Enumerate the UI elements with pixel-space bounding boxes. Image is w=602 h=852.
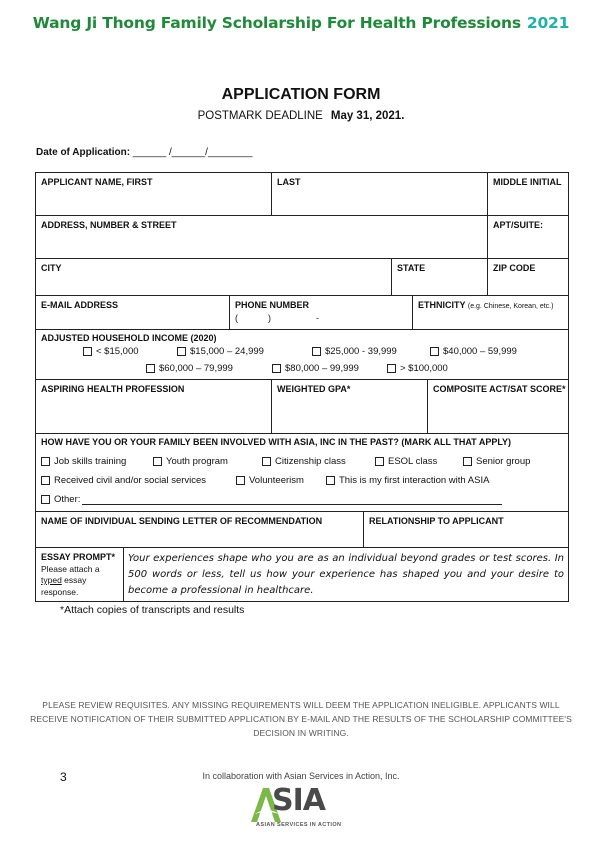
typed-underlined: typed [41, 575, 62, 585]
city-row [36, 259, 568, 296]
email-field[interactable] [36, 296, 229, 329]
income-option[interactable]: $15,000 – 24,999 [177, 346, 264, 357]
scholarship-header [0, 14, 602, 32]
income-option[interactable]: $25,000 - 39,999 [312, 346, 397, 357]
involvement-option[interactable]: ESOL class [375, 456, 437, 467]
page-number: 3 [60, 770, 67, 784]
deadline-value: May 31, 2021. [330, 110, 405, 122]
phone-format: ( ) - [235, 313, 320, 323]
income-option[interactable]: $60,000 – 79,999 [146, 363, 233, 374]
involvement-option[interactable]: Volunteerism [236, 475, 304, 486]
address-label: ADDRESS, NUMBER & STREET [41, 220, 177, 230]
involvement-label: HOW HAVE YOU OR YOUR FAMILY BEEN INVOLVED WITH ASIA, INC IN THE PAST? (MARK ALL THAT APPLY) [41, 437, 512, 447]
recommender-label: NAME OF INDIVIDUAL SENDING LETTER OF RECOMMENDATION [41, 516, 323, 526]
attach-note: *Attach copies of transcripts and results [60, 604, 245, 616]
last-name-field[interactable] [271, 173, 487, 215]
name-row [36, 173, 568, 216]
gpa-field[interactable] [271, 380, 427, 433]
income-option[interactable]: > $100,000 [387, 363, 448, 374]
date-label: Date of Application: [36, 147, 131, 158]
involvement-option[interactable]: Citizenship class [262, 456, 346, 467]
address-field[interactable] [36, 216, 487, 258]
date-blank[interactable]: ______ /______/________ [132, 147, 253, 158]
involvement-option-other[interactable]: Other: [41, 494, 80, 505]
act-sat-label: COMPOSITE ACT/SAT SCORE* [433, 384, 566, 394]
recommender-field[interactable] [36, 512, 363, 547]
essay-label: ESSAY PROMPT* [41, 552, 116, 562]
essay-prompt: Your experiences shape who you are as an individual beyond grades or test scores. In 500 words or less, tell us how your experience has shaped you and your desire to become a professional in healthcare. [128, 553, 564, 596]
contact-row [36, 296, 568, 330]
relationship-field[interactable] [363, 512, 568, 547]
checkbox[interactable] [387, 364, 396, 373]
phone-label: PHONE NUMBER [235, 300, 310, 310]
ethnicity-hint: (e.g. Chinese, Korean, etc.) [467, 303, 554, 310]
checkbox[interactable] [312, 347, 321, 356]
income-label: ADJUSTED HOUSEHOLD INCOME (2020) [41, 333, 217, 343]
disclaimer: PLEASE REVIEW REQUISITES. ANY MISSING REQUIREMENTS WILL DEEM THE APPLICATION INELIGIBLE. APPLICANTS WILL RECEIVE NOTIFICATION OF THEIR SUBMITTED APPLICATION BY E-MAIL AND THE RESULTS OF THE SCHOLARSHIP COMMITTEE'S DECISION IN WRITING. [30, 700, 572, 738]
essay-row [36, 548, 568, 602]
postmark-deadline [0, 110, 602, 122]
address-row [36, 216, 568, 259]
checkbox[interactable] [326, 476, 335, 485]
involvement-option[interactable]: Senior group [463, 456, 530, 467]
involvement-option[interactable]: Received civil and/or social services [41, 475, 206, 486]
involvement-option[interactable]: Youth program [153, 456, 228, 467]
involvement-option[interactable]: This is my first interaction with ASIA [326, 475, 489, 486]
ethnicity-field[interactable] [412, 296, 568, 329]
zip-code-label: ZIP CODE [493, 263, 536, 273]
zip-code-field[interactable] [487, 259, 568, 295]
state-field[interactable] [391, 259, 487, 295]
apt-suite-label: APT/SUITE: [493, 220, 544, 230]
checkbox[interactable] [41, 495, 50, 504]
phone-field[interactable] [229, 296, 412, 329]
income-option[interactable]: $40,000 – 59,999 [430, 346, 517, 357]
checkbox[interactable] [153, 457, 162, 466]
email-label: E-MAIL ADDRESS [41, 300, 119, 310]
checkbox[interactable] [375, 457, 384, 466]
middle-initial-label: MIDDLE INITIAL [493, 177, 562, 187]
involvement-row [36, 434, 568, 512]
health-profession-field[interactable] [36, 380, 271, 433]
checkbox[interactable] [463, 457, 472, 466]
relationship-label: RELATIONSHIP TO APPLICANT [369, 516, 504, 526]
collaboration-note: In collaboration with Asian Services in Action, Inc. [202, 771, 400, 781]
checkbox[interactable] [262, 457, 271, 466]
involvement-option[interactable]: Job skills training [41, 456, 126, 467]
deadline-label: POSTMARK DEADLINE [197, 110, 323, 122]
checkbox[interactable] [41, 476, 50, 485]
ethnicity-label: ETHNICITY (e.g. Chinese, Korean, etc.) [418, 300, 554, 310]
recommendation-row [36, 512, 568, 548]
application-form [35, 172, 569, 602]
checkbox[interactable] [83, 347, 92, 356]
income-option[interactable]: < $15,000 [83, 346, 139, 357]
checkbox[interactable] [177, 347, 186, 356]
academic-row [36, 380, 568, 434]
state-label: STATE [397, 263, 426, 273]
city-field[interactable] [36, 259, 391, 295]
first-name-label: APPLICANT NAME, FIRST [41, 177, 153, 187]
act-sat-field[interactable] [427, 380, 568, 433]
middle-initial-field[interactable] [487, 173, 568, 215]
header-year: 2021 [526, 14, 570, 32]
other-blank-line[interactable] [82, 504, 502, 505]
logo-subtitle: ASIAN SERVICES IN ACTION [256, 822, 342, 828]
essay-instructions: ESSAY PROMPT* Please attach a typed essay response. [41, 552, 116, 597]
apt-suite-field[interactable] [487, 216, 568, 258]
essay-divider [123, 548, 124, 602]
logo-text: SIA [272, 783, 325, 818]
checkbox[interactable] [41, 457, 50, 466]
header-title: Wang Ji Thong Family Scholarship For Health Professions [32, 14, 521, 32]
income-row [36, 330, 568, 380]
checkbox[interactable] [236, 476, 245, 485]
last-name-label: LAST [277, 177, 301, 187]
first-name-field[interactable] [36, 173, 271, 215]
city-label: CITY [41, 263, 62, 273]
date-of-application [36, 147, 252, 158]
checkbox[interactable] [146, 364, 155, 373]
health-profession-label: ASPIRING HEALTH PROFESSION [41, 384, 185, 394]
checkbox[interactable] [430, 347, 439, 356]
gpa-label: WEIGHTED GPA* [277, 384, 351, 394]
form-title: APPLICATION FORM [221, 86, 381, 103]
checkbox[interactable] [272, 364, 281, 373]
income-option[interactable]: $80,000 – 99,999 [272, 363, 359, 374]
